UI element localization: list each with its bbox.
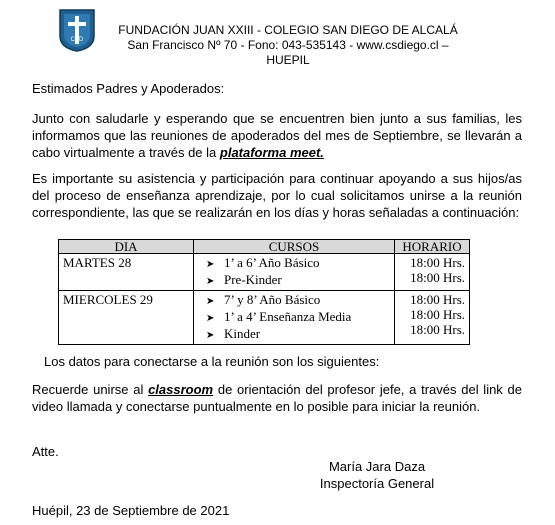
- meeting-schedule-table: [58, 239, 470, 345]
- course-label: 1’ a 6’ Año Básico: [224, 255, 320, 270]
- time-cell: [395, 291, 470, 345]
- signer-name: María Jara Daza: [328, 459, 426, 474]
- paragraph-attendance: Es importante su asistencia y participación para continuar apoyando a sus hijos/as del proceso de enseñanza aprendizaje, por lo cual solicitamos unirse a la reunión correspondiente, las que se realizarán en los días y horas señaladas a continuación:: [32, 171, 522, 220]
- greeting: Estimados Padres y Apoderados:: [32, 81, 225, 96]
- header-cursos: CURSOS: [194, 240, 395, 254]
- course-item: [198, 272, 390, 289]
- arrow-bullet-icon: ➤: [206, 313, 215, 324]
- course-item: [198, 255, 390, 272]
- course-label: Pre-Kinder: [224, 272, 282, 287]
- paragraph-classroom: [32, 381, 522, 415]
- table-row: [59, 254, 470, 291]
- day-cell: MARTES 28: [59, 254, 194, 291]
- time-cell: [395, 254, 470, 291]
- connection-intro: Los datos para conectarse a la reunión son los siguientes:: [44, 354, 380, 369]
- course-label: 1’ a 4’ Enseñanza Media: [224, 309, 352, 324]
- course-item: [198, 326, 390, 343]
- classroom-emphasis: classroom: [148, 382, 214, 397]
- time-value: 18:00 Hrs.: [410, 307, 465, 322]
- paragraph-intro-text: Junto con saludarle y esperando que se encuentren bien junto a sus familias, les informamos que las reuniones de apoderados del mes de Septiembre, se llevarán a cabo virtualmente a través de la: [32, 111, 522, 160]
- place-date: Huépil, 23 de Septiembre de 2021: [32, 503, 230, 518]
- paragraph-intro: [32, 110, 522, 161]
- closing: Atte.: [32, 444, 59, 459]
- signature-block: [302, 458, 452, 492]
- courses-cell: [194, 291, 395, 345]
- course-label: 7’ y 8’ Año Básico: [224, 292, 321, 307]
- header-dia: DIA: [59, 240, 194, 254]
- courses-cell: [194, 254, 395, 291]
- day-cell: MIERCOLES 29: [59, 291, 194, 345]
- school-crest-logo: [58, 8, 96, 52]
- table-row: [59, 291, 470, 345]
- letterhead: [108, 23, 468, 68]
- paragraph-classroom-before: Recuerde unirse al: [32, 382, 149, 397]
- arrow-bullet-icon: ➤: [206, 330, 215, 341]
- time-value: 18:00 Hrs.: [410, 292, 465, 307]
- institution-address: San Francisco Nº 70 - Fono: 043-535143 - www.csdiego.cl – HUEPIL: [127, 38, 449, 67]
- arrow-bullet-icon: ➤: [206, 296, 215, 307]
- time-value: 18:00 Hrs.: [410, 270, 465, 285]
- course-item: [198, 309, 390, 326]
- arrow-bullet-icon: ➤: [206, 276, 215, 287]
- table-header-row: [59, 240, 470, 254]
- time-value: 18:00 Hrs.: [410, 322, 465, 337]
- paragraph-classroom-after: de orientación del profesor jefe, a través del link de video llamada y conectarse puntualmente en lo posible para iniciar la reunión.: [32, 382, 522, 414]
- arrow-bullet-icon: ➤: [206, 259, 215, 270]
- platform-meet-emphasis: plataforma meet.: [219, 145, 324, 160]
- course-item: [198, 292, 390, 309]
- logo-letters: CSD: [70, 37, 84, 43]
- signer-title: Inspectoría General: [319, 476, 435, 491]
- institution-name: FUNDACIÓN JUAN XXIII - COLEGIO SAN DIEGO DE ALCALÁ: [118, 23, 458, 37]
- course-label: Kinder: [224, 326, 261, 341]
- time-value: 18:00 Hrs.: [410, 255, 465, 270]
- header-horario: HORARIO: [395, 240, 470, 254]
